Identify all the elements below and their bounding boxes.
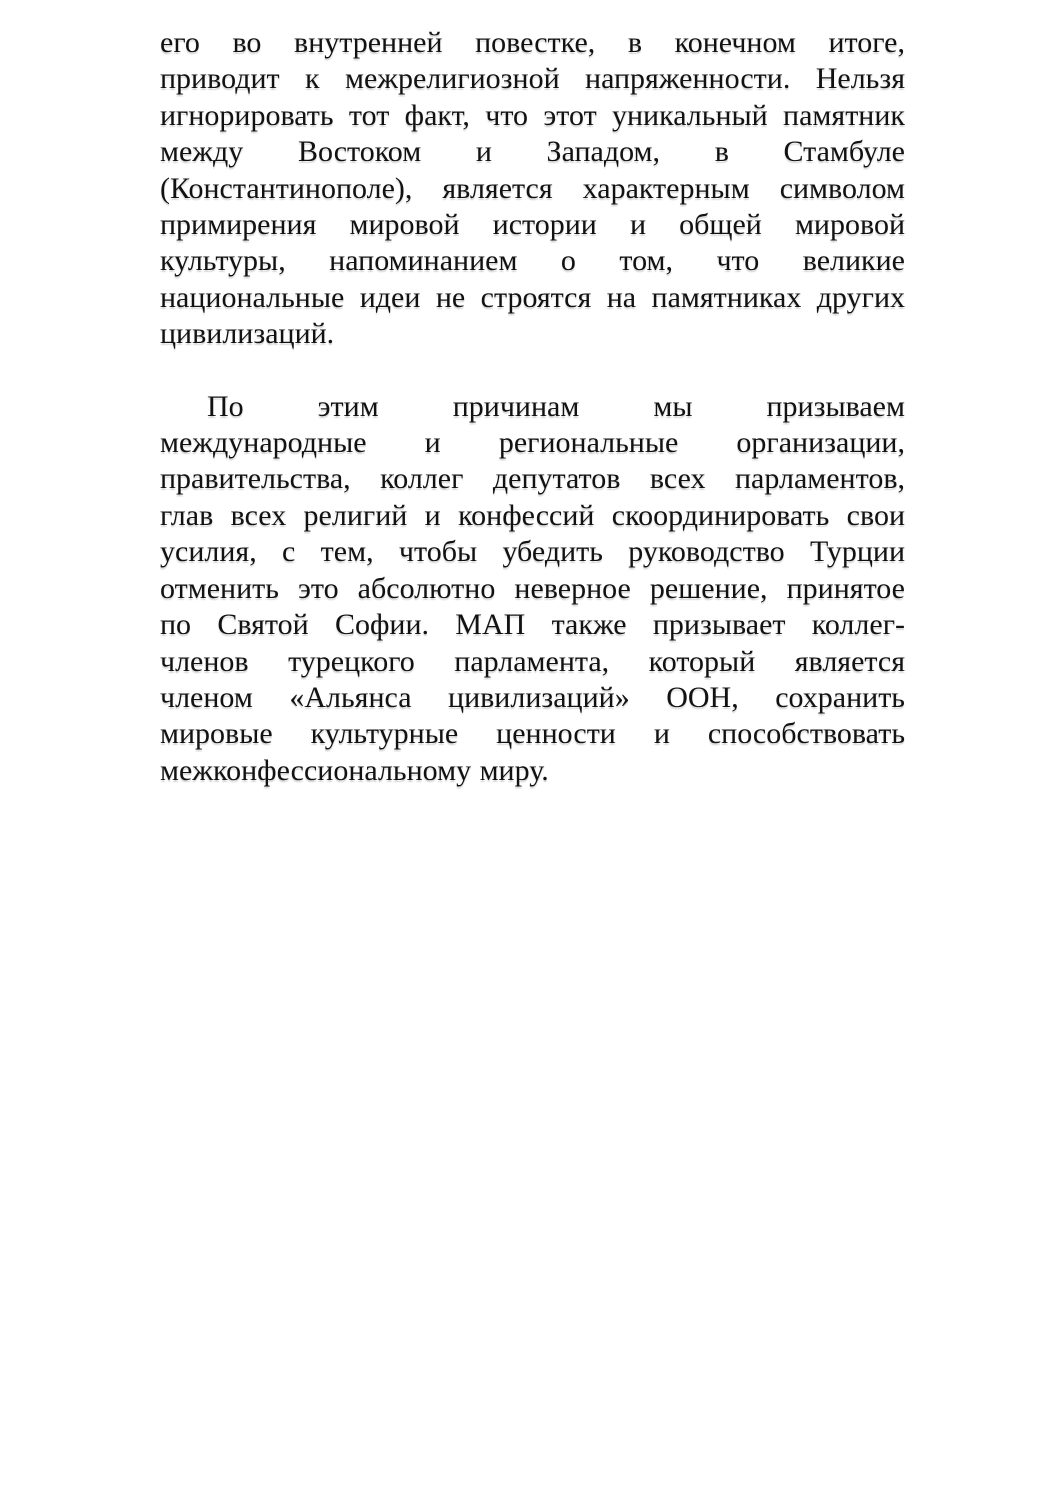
text-block (160, 0, 905, 789)
text-line: культуры, напоминанием о том, что великие (160, 244, 905, 278)
text-line: отменить это абсолютно неверное решение, принятое (160, 571, 905, 605)
text-line: по Святой Софии. МАП также призывает коллег- (160, 608, 905, 642)
text-line: глав всех религий и конфессий скоординировать свои (160, 498, 905, 532)
text-line: мировые культурные ценности и способствовать (160, 717, 905, 751)
text-line: международные и региональные организации, (160, 426, 905, 460)
text-line: игнорировать тот факт, что этот уникальный памятник (160, 98, 905, 132)
text-line: его во внутренней повестке, в конечном итоге, (160, 26, 905, 59)
paragraph (160, 25, 905, 353)
text-line: межконфессиональному миру. (160, 753, 549, 787)
text-line: цивилизаций. (160, 317, 335, 351)
text-line: между Востоком и Западом, в Стамбуле (160, 135, 905, 169)
text-line: национальные идеи не строятся на памятниках других (160, 280, 905, 314)
text-line: членом «Альянса цивилизаций» ООН, сохранить (160, 680, 905, 714)
text-line: приводит к межрелигиозной напряженности. Нельзя (160, 62, 905, 96)
text-line: членов турецкого парламента, который является (160, 644, 905, 678)
text-line: (Константинополе), является характерным символом (160, 171, 905, 205)
paragraph (160, 389, 905, 789)
text-line: примирения мировой истории и общей мировой (160, 208, 905, 242)
text-line: правительства, коллег депутатов всех парламентов, (160, 462, 905, 496)
text-line: По этим причинам мы призываем (207, 389, 905, 423)
text-line: усилия, с тем, чтобы убедить руководство Турции (160, 535, 905, 569)
